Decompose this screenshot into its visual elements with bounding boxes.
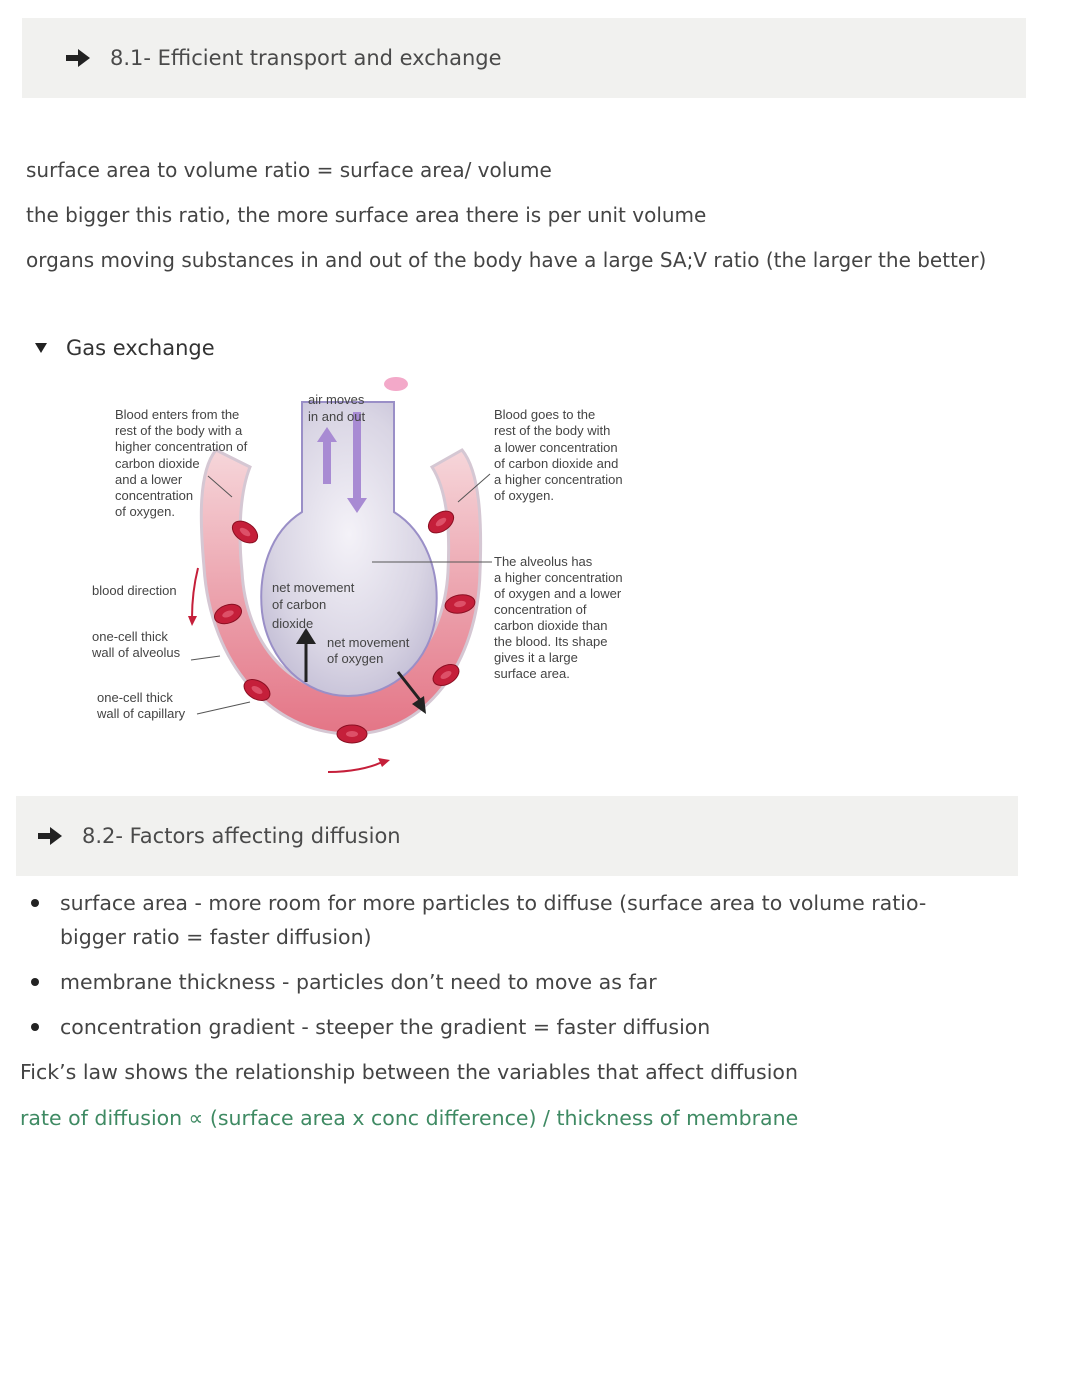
callout-8-1 [22, 18, 1026, 98]
label-air-moves: air moves in and out [308, 392, 366, 424]
callout-8-2 [16, 796, 1018, 876]
alveolus-diagram [80, 372, 660, 784]
intro-line-2: the bigger this ratio, the more surface area there is per unit volume [26, 203, 707, 227]
label-wall-alveolus: one-cell thick wall of alveolus [92, 629, 181, 660]
list-item: concentration gradient - steeper the gradient = faster diffusion [28, 1010, 988, 1044]
blood-direction-arrow [192, 568, 198, 618]
ficks-law-text: Fick’s law shows the relationship between the variables that affect diffusion [20, 1060, 798, 1084]
label-blood-direction: blood direction [92, 583, 177, 598]
intro-line-1: surface area to volume ratio = surface area/ volume [26, 158, 552, 182]
label-blood-enters: Blood enters from the rest of the body with a higher concentration of carbon dioxide and a lower concentration of oxygen. [115, 407, 248, 519]
label-alveolus-has: The alveolus has a higher concentration of oxygen and a lower concentration of carbon dioxide than the blood. Its shape gives it a large surface area. [494, 554, 623, 681]
blood-exit-arrow [328, 762, 382, 772]
gas-exchange-toggle[interactable] [34, 336, 215, 360]
arrow-right-icon [64, 47, 92, 69]
callout-title: 8.1- Efficient transport and exchange [110, 46, 502, 70]
triangle-down-icon [34, 341, 48, 355]
intro-line-3: organs moving substances in and out of the body have a large SA;V ratio (the larger the better) [26, 248, 987, 272]
list-item: membrane thickness - particles don’t need to move as far [28, 965, 988, 999]
callout-title: 8.2- Factors affecting diffusion [82, 824, 401, 848]
list-item: surface area - more room for more particles to diffuse (surface area to volume ratio- bigger ratio = faster diffusion) [28, 886, 988, 954]
toggle-label: Gas exchange [66, 336, 215, 360]
label-net-co2: net movement of carbon dioxide [272, 580, 355, 631]
label-wall-capillary: one-cell thick wall of capillary [97, 690, 186, 721]
arrow-right-icon [36, 825, 64, 847]
airway-opening [384, 377, 408, 391]
label-net-o2: net movement of oxygen [327, 635, 410, 666]
diffusion-factors-list [28, 886, 988, 1055]
label-blood-goes: Blood goes to the rest of the body with a lower concentration of carbon dioxide and a higher concentration of oxygen. [494, 407, 623, 503]
ficks-law-formula: rate of diffusion ∝ (surface area x conc difference) / thickness of membrane [20, 1106, 799, 1130]
